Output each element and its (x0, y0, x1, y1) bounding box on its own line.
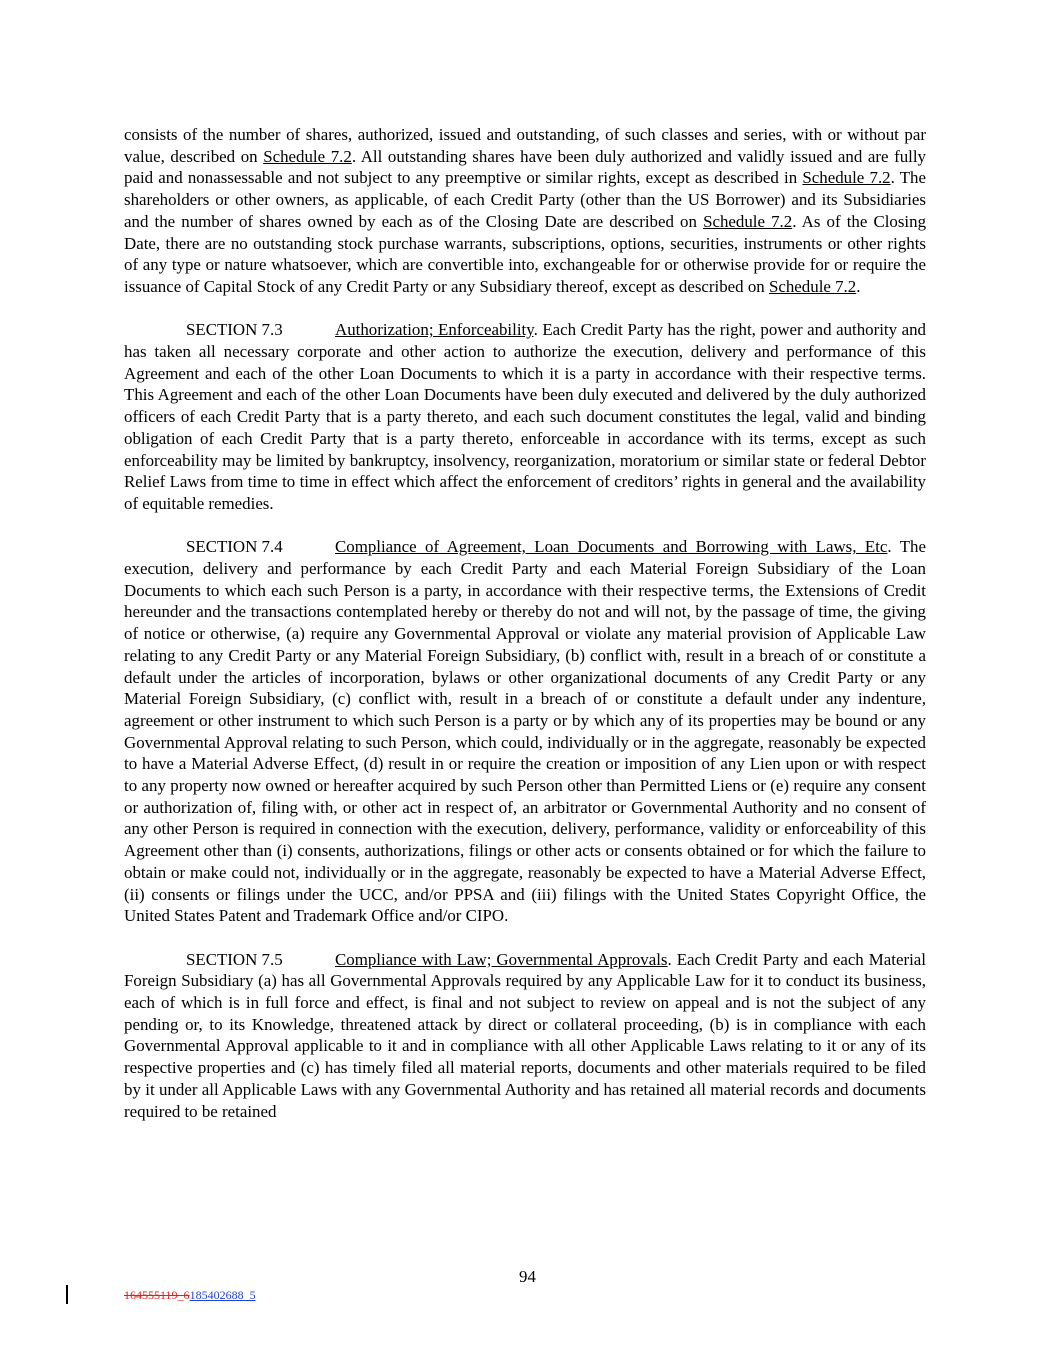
change-bar (66, 1285, 68, 1304)
section-title: Compliance of Agreement, Loan Documents and Borrowing with Laws, Etc (335, 537, 888, 557)
body-text: . All outstanding shares have been duly authorized and validly issued and are fully paid and nonassessable and not subject to any preemptive or similar rights, except as described in (124, 146, 927, 188)
deleted-doc-id: 164555119_6 (124, 1288, 190, 1302)
schedule-reference: Schedule 7.2 (703, 211, 793, 231)
section-number: SECTION 7.4 (186, 537, 283, 557)
section-7-5 (124, 949, 926, 1123)
section-text: . Each Credit Party and each Material Foreign Subsidiary (a) has all Governmental Approvals required by any Applicable Law for it to conduct its business, each of which is in full force and effect, is final and not subject to review on appeal and is not the subject of any pending or, to its Knowledge, threatened attack by direct or collateral proceeding, (b) is in compliance with each Governmental Approval applicable to it and in compliance with all other Applicable Laws relating to it or any of its respective properties and (c) has timely filed all material reports, documents and other materials required to be filed by it under all Applicable Laws with any Governmental Authority and has retained all material records and documents required to be retained (124, 949, 926, 1121)
section-title: Authorization; Enforceability (335, 320, 534, 340)
section-title: Compliance with Law; Governmental Approvals (335, 949, 668, 969)
section-7-3 (124, 319, 926, 514)
page-body (124, 124, 926, 1144)
document-id (124, 1287, 256, 1303)
body-text: . As of the Closing Date, there are no outstanding stock purchase warrants, subscriptions, options, securities, instruments or other rights of any type or nature whatsoever, which are convertible into, exchangeable for or otherwise provide for or require the issuance of Capital Stock of any Credit Party or any Subsidiary thereof, except as described on (124, 211, 927, 296)
section-7-4 (124, 536, 926, 927)
page-number: 94 (519, 1267, 536, 1286)
body-text: . (856, 276, 861, 296)
section-number: SECTION 7.3 (186, 320, 283, 340)
section-text: . The execution, delivery and performance by each Credit Party and each Material Foreign Subsidiary of the Loan Documents to which each such Person is a party, in accordance with their respective terms, the Extensions of Credit hereunder and the transactions contemplated hereby or thereby do not and will not, by the passage of time, the giving of notice or otherwise, (a) require any Governmental Approval or violate any material provision of Applicable Law relating to any Credit Party or any Material Foreign Subsidiary, (b) conflict with, result in a breach of or constitute a default under the articles of incorporation, bylaws or other organizational documents of any Credit Party or any Material Foreign Subsidiary, (c) conflict with, result in a breach of or constitute a default under any indenture, agreement or other instrument to which such Person is a party or by which any of its properties may be bound or any Governmental Approval relating to such Person, which could, individually or in the aggregate, reasonably be expected to have a Material Adverse Effect, (d) result in or require the creation or imposition of any Lien upon or with respect to any property now owned or hereafter acquired by such Person other than Permitted Liens or (e) require any consent or authorization of, filing with, or other act in respect of, an arbitrator or Governmental Authority and no consent of any other Person is required in connection with the execution, delivery, performance, validity or enforceability of this Agreement other than (i) consents, authorizations, filings or other acts or consents obtained or for which the failure to obtain or make could not, individually or in the aggregate, reasonably be expected to have a Material Adverse Effect, (ii) consents or filings under the UCC, and/or PPSA and (iii) filings with the United States Copyright Office, the United States Patent and Trademark Office and/or CIPO. (124, 537, 926, 926)
section-number: SECTION 7.5 (186, 949, 283, 969)
body-text: consists of the number of shares, authorized, issued and outstanding, of such classes and series, with or without par value, described on (124, 125, 926, 166)
schedule-reference: Schedule 7.2 (768, 276, 857, 296)
schedule-reference: Schedule 7.2 (263, 146, 352, 166)
inserted-doc-id: 185402688_5 (189, 1288, 256, 1302)
paragraph-schedule-continuation (124, 124, 926, 298)
body-text: . The shareholders or other owners, as applicable, of each Credit Party (other than the US Borrower) and its Subsidiaries and the number of shares owned by each as of the Closing Date are described on (124, 168, 927, 231)
section-text: . Each Credit Party has the right, power and authority and has taken all necessary corporate and other action to authorize the execution, delivery and performance of this Agreement and each of the other Loan Documents to which it is a party in accordance with their respective terms. This Agreement and each of the other Loan Documents have been duly executed and delivered by the duly authorized officers of each Credit Party that is a party thereto, and each such document constitutes the legal, valid and binding obligation of each Credit Party that is a party thereto, enforceable in accordance with its terms, except as such enforceability may be limited by bankruptcy, insolvency, reorganization, moratorium or similar state or federal Debtor Relief Laws from time to time in effect which affect the enforcement of creditors’ rights in general and the availability of equitable remedies. (124, 320, 926, 513)
schedule-reference: Schedule 7.2 (802, 168, 891, 188)
